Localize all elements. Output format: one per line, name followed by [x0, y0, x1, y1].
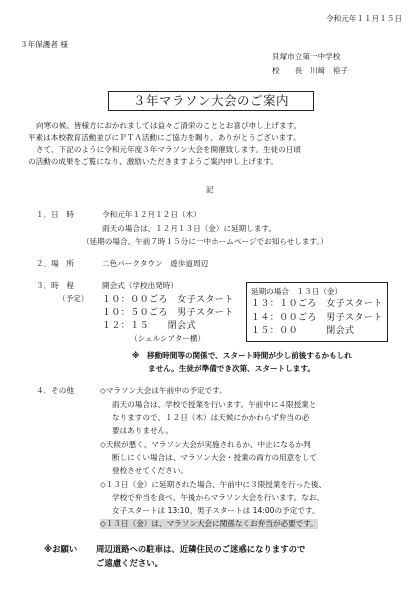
request-line: 周辺道路への駐車は、近隣住民のご迷惑になりますので	[96, 544, 306, 554]
document-date: 令和元年１１月１５日	[326, 14, 402, 23]
item-place-value: 二色パークタウン 遊歩道周辺	[102, 259, 209, 268]
schedule-row: １０：５０ごろ 男子スタート	[102, 308, 234, 318]
item-schedule-sub: （予定）	[58, 294, 89, 303]
schedule-row: （シェルシアター横）	[130, 334, 206, 343]
item-date-value: 令和元年１２月１２日（木）	[102, 210, 201, 219]
other-line: 断しにくい場合は、マラソン大会・授業の両方の用意をして	[112, 453, 318, 462]
other-line-highlighted: ◇１３日（金）は、マラソン大会に関係なくお弁当が必要です。	[100, 519, 318, 528]
postponed-schedule-row: １４：００ごろ 男子スタート	[251, 312, 383, 323]
sender-school: 貝塚市立第一中学校	[272, 52, 341, 61]
schedule-note: ※ 移動時間等の関係で、スタート時間が少し前後するかもしれ	[132, 351, 352, 360]
other-line: ◇マラソン大会は午前中の予定です。	[100, 386, 227, 395]
item-schedule-label: ３．時 程	[36, 281, 74, 290]
postponed-schedule-row: １３：１０ごろ 女子スタート	[251, 299, 383, 309]
schedule-note: ません。生徒が準備でき次第、スタートします。	[148, 364, 315, 373]
intro-line: の活動の成果をご覧になり、激励いただきますようご案内申し上げます。	[28, 157, 278, 166]
other-line: ◇１３日（金）に延期された場合、午前中に３限授業を行った後、	[100, 480, 327, 489]
other-line: ◇天候が悪く、マラソン大会が実施されるか、中止になるか判	[100, 440, 311, 449]
addressee: ３年保護者 様	[20, 40, 68, 49]
item-date-rain: 雨天の場合は、１２月１３日（金）に延期します。	[102, 224, 277, 233]
other-line: 学校で弁当を食べ、午後からマラソン大会を行います。なお、	[112, 493, 325, 502]
intro-line: さて、下記のように令和元年度３年マラソン大会を開催致します。生徒の日頃	[36, 145, 302, 154]
postponed-schedule-row: １５：００ 閉会式	[251, 326, 355, 336]
intro-line: 向寒の候、皆様方におかれましては益々ご清栄のこととお喜び申し上げます。	[36, 121, 302, 130]
other-line: 女子スタートは 13:10、男子スタートは 14:00の予定です。	[112, 506, 320, 515]
item-date-label: １．日 時	[36, 210, 74, 219]
other-line: なりますので、１２日（木）は天候にかかわらず弁当の必	[112, 413, 310, 422]
schedule-row: 開会式（学校出発時）	[102, 281, 178, 290]
request-label: ※お願い	[44, 544, 78, 554]
document-title: ３年マラソン大会のご案内	[108, 91, 314, 111]
item-other-label: ４．その他	[36, 386, 74, 395]
schedule-row: １０：００ごろ 女子スタート	[102, 295, 234, 305]
item-date-postpone: （延期の場合、午前７時１５分に一中ホームページでお知らせします。）	[82, 237, 328, 246]
ki-heading: 記	[206, 185, 214, 194]
other-line: 登校させてください。	[112, 466, 188, 475]
other-line: 要はありません。	[112, 426, 174, 435]
request-line: ご遠慮ください。	[96, 558, 163, 568]
item-place-label: ２．場 所	[36, 259, 74, 268]
postponed-schedule-box	[246, 282, 388, 342]
sender-principal: 校 長 川﨑 裕子	[272, 66, 348, 75]
other-line: 雨天の場合は、学校で授業を行います。午前中に４限授業と	[112, 400, 317, 409]
schedule-row: １２：１５ 閉会式	[102, 321, 197, 331]
postponed-schedule-head: 延期の場合 １３日（金）	[251, 287, 343, 296]
intro-line: 平素は本校教育活動並びにＰＴＡ活動にご協力を賜り、ありがとうございます。	[28, 133, 301, 142]
